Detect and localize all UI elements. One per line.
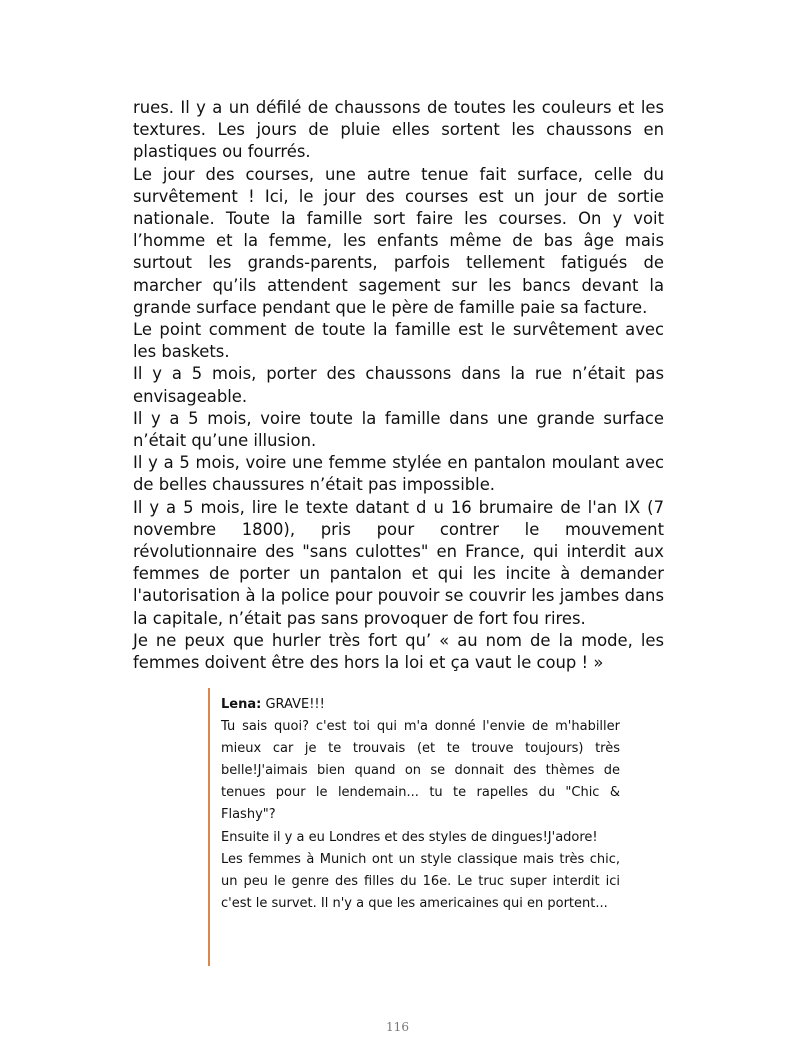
- paragraph-2: Le jour des courses, une autre tenue fait surface, celle du survêtement ! Ici, le jour des courses est un jour de sortie nationale. Toute la famille sort faire les courses. On y voit l’homme et la femme, les enfants même de bas âge mais surtout les grands-parents, parfois tellement fatigués de marcher qu’ils attendent sagement sur les bancs devant la grande surface pendant que le père de famille paie sa facture.: [133, 164, 664, 317]
- paragraph-8: Je ne peux que hurler très fort qu’ « au nom de la mode, les femmes doivent être des hors la loi et ça vaut le coup ! »: [133, 630, 664, 673]
- paragraph-3: Le point comment de toute la famille est le survêtement avec les baskets.: [133, 320, 664, 362]
- quote-line-1: Tu sais quoi? c'est toi qui m'a donné l'envie de m'habiller mieux car je te trouvais (et te trouve toujours) très belle!J'aimais bien quand on se donnait des thèmes de tenues pour le lendemain... tu te rapelles du "Chic & Flashy"?: [221, 719, 620, 823]
- quote-speaker: Lena:: [221, 697, 262, 712]
- paragraph-1: rues. Il y a un défilé de chaussons de toutes les couleurs et les textures. Les jours de pluie elles sortent les chaussons en plastiques ou fourrés.: [133, 98, 664, 162]
- main-body-text: [133, 97, 664, 674]
- paragraph-5: Il y a 5 mois, voire toute la famille dans une grande surface n’était qu’une illusion.: [133, 408, 664, 451]
- paragraph-7: Il y a 5 mois, lire le texte datant d u 16 brumaire de l'an IX (7 novembre 1800), pris pour contrer le mouvement révolutionnaire des "sans culottes" en France, qui interdit aux femmes de porter un pantalon et qui les incite à demander l'autorisation à la police pour pouvoir se couvrir les jambes dans la capitale, n’était pas sans provoquer de fort fou rires.: [133, 497, 664, 628]
- paragraph-4: Il y a 5 mois, porter des chaussons dans la rue n’était pas envisageable.: [133, 364, 664, 406]
- quote-exclamation: GRAVE!!!: [261, 697, 325, 712]
- quote-first-line: [221, 694, 620, 716]
- quote-block: [208, 688, 620, 966]
- quote-line-3: Les femmes à Munich ont un style classique mais très chic, un peu le genre des filles du 16e. Le truc super interdit ici c'est le survet. Il n'y a que les americaines qui en portent...: [221, 851, 620, 911]
- quote-line-2: Ensuite il y a eu Londres et des styles de dingues!J'adore!: [221, 829, 598, 845]
- page-number: 116: [386, 1020, 409, 1034]
- paragraph-6: Il y a 5 mois, voire une femme stylée en pantalon moulant avec de belles chaussures n’était pas impossible.: [133, 453, 664, 495]
